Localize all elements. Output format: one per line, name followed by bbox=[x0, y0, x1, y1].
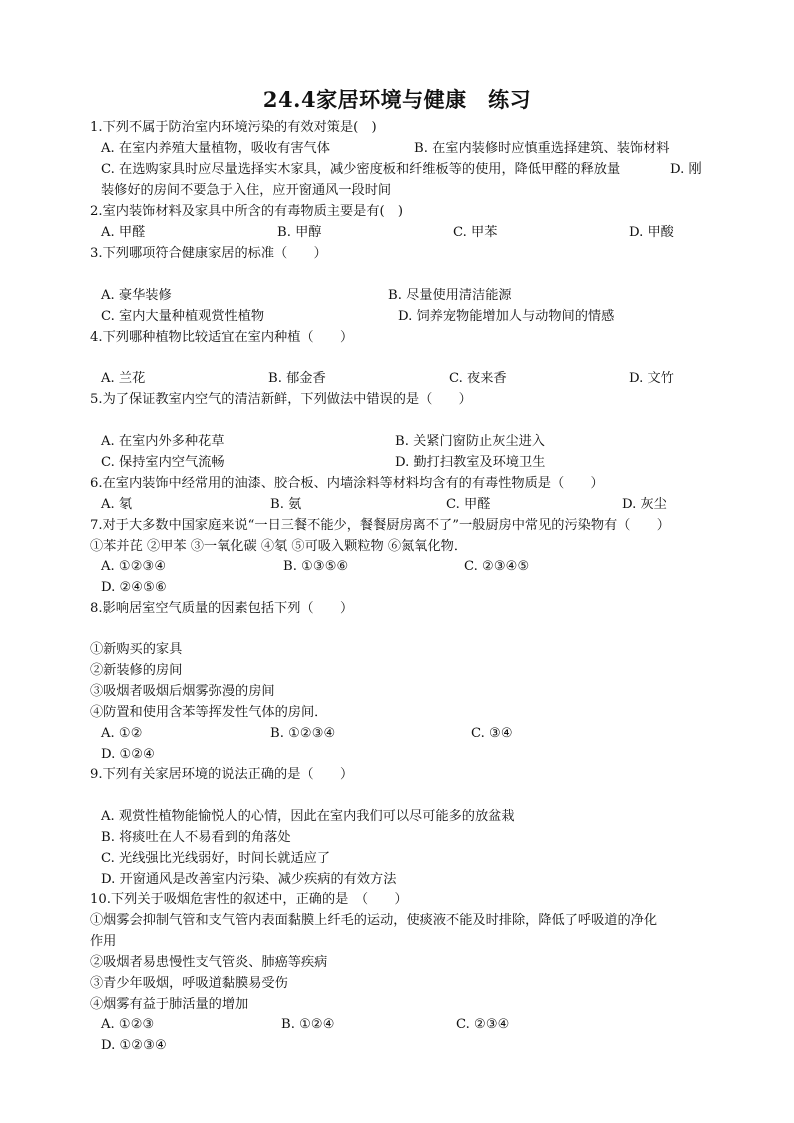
question-9-option-c: C. 光线强比光线弱好，时间长就适应了 bbox=[101, 851, 331, 866]
question-2-stem: 2.室内装饰材料及家具中所含的有毒物质主要是有( ) bbox=[90, 204, 403, 219]
question-6-option-a: A. 氡 bbox=[101, 497, 133, 512]
question-8-item-4: ④防置和使用含苯等挥发性气体的房间． bbox=[90, 705, 328, 720]
question-7-option-d: D. ②④⑤⑥ bbox=[101, 580, 167, 595]
question-10-item-1: ①烟雾会抑制气管和支气管内表面黏膜上纤毛的运动，使痰液不能及时排除，降低了呼吸道的净化 bbox=[90, 913, 658, 928]
question-2-option-a: A. 甲醛 bbox=[101, 225, 146, 240]
question-2-option-d: D. 甲酸 bbox=[629, 225, 674, 240]
question-1-stem: 1.下列不属于防治室内环境污染的有效对策是( ) bbox=[90, 120, 377, 135]
question-1-option-c: C. 在选购家具时应尽量选择实木家具，减少密度板和纤维板等的使用，降低甲醛的释放量 bbox=[101, 162, 621, 177]
question-8-item-3: ③吸烟者吸烟后烟雾弥漫的房间 bbox=[90, 684, 275, 699]
question-9-stem: 9.下列有关家居环境的说法正确的是（ ） bbox=[90, 767, 354, 782]
question-7-option-c: C. ②③④⑤ bbox=[464, 559, 530, 574]
question-5-option-c: C. 保持室内空气流畅 bbox=[101, 455, 225, 470]
question-3-option-a: A. 豪华装修 bbox=[101, 288, 172, 303]
question-5-option-a: A. 在室内外多种花草 bbox=[101, 434, 225, 449]
question-5-option-b: B. 关紧门窗防止灰尘进入 bbox=[395, 434, 545, 449]
question-8-option-c: C. ③④ bbox=[471, 726, 513, 741]
question-4-option-a: A. 兰花 bbox=[101, 371, 146, 386]
question-6-option-b: B. 氨 bbox=[270, 497, 302, 512]
question-3-option-b: B. 尽量使用清洁能源 bbox=[388, 288, 512, 303]
question-6-option-d: D. 灰尘 bbox=[622, 497, 667, 512]
question-8-option-a: A. ①② bbox=[101, 726, 143, 741]
question-9-option-d: D. 开窗通风是改善室内污染、减少疾病的有效方法 bbox=[101, 872, 397, 887]
question-10-item-3: ③青少年吸烟，呼吸道黏膜易受伤 bbox=[90, 976, 288, 991]
question-3-option-c: C. 室内大量种植观赏性植物 bbox=[101, 309, 265, 324]
question-6-stem: 6.在室内装饰中经常用的油漆、胶合板、内墙涂料等材料均含有的有毒性物质是（ ） bbox=[90, 476, 604, 491]
question-10-item-1-cont: 作用 bbox=[90, 934, 117, 949]
question-9-option-b: B. 将痰吐在人不易看到的角落处 bbox=[101, 830, 291, 845]
question-10-item-4: ④烟雾有益于肺活量的增加 bbox=[90, 997, 249, 1012]
question-7-option-a: A. ①②③④ bbox=[101, 559, 167, 574]
question-1-option-a: A. 在室内养殖大量植物，吸收有害气体 bbox=[101, 141, 330, 156]
question-8-stem: 8.影响居室空气质量的因素包括下列（ ） bbox=[90, 601, 354, 616]
question-7-stem: 7.对于大多数中国家庭来说“一日三餐不能少，餐餐厨房离不了”一般厨房中常见的污染物有（ ） bbox=[90, 518, 670, 533]
question-4-option-d: D. 文竹 bbox=[629, 371, 674, 386]
question-2-option-c: C. 甲苯 bbox=[453, 225, 498, 240]
question-10-option-a: A. ①②③ bbox=[101, 1017, 155, 1032]
question-8-item-2: ②新装修的房间 bbox=[90, 663, 183, 678]
question-4-option-c: C. 夜来香 bbox=[449, 371, 507, 386]
question-2-option-b: B. 甲醇 bbox=[277, 225, 322, 240]
question-10-option-c: C. ②③④ bbox=[456, 1017, 510, 1032]
question-10-stem: 10.下列关于吸烟危害性的叙述中，正确的是 （ ） bbox=[90, 892, 408, 907]
question-5-stem: 5.为了保证教室内空气的清洁新鲜，下列做法中错误的是（ ） bbox=[90, 392, 472, 407]
question-4-stem: 4.下列哪种植物比较适宜在室内种植（ ） bbox=[90, 330, 354, 345]
question-8-item-1: ①新购买的家具 bbox=[90, 642, 183, 657]
question-10-option-b: B. ①②④ bbox=[281, 1017, 335, 1032]
question-1-option-d: D. 刚 bbox=[670, 162, 702, 177]
question-7-option-b: B. ①③⑤⑥ bbox=[283, 559, 349, 574]
question-3-option-d: D. 饲养宠物能增加人与动物间的情感 bbox=[398, 309, 615, 324]
question-10-option-d: D. ①②③④ bbox=[101, 1038, 167, 1053]
question-10-item-2: ②吸烟者易患慢性支气管炎、肺癌等疾病 bbox=[90, 955, 328, 970]
question-6-option-c: C. 甲醛 bbox=[446, 497, 491, 512]
question-1-option-d-cont: 装修好的房间不要急于入住，应开窗通风一段时间 bbox=[101, 183, 392, 198]
question-3-stem: 3.下列哪项符合健康家居的标准（ ） bbox=[90, 246, 327, 261]
question-1-option-b: B. 在室内装修时应慎重选择建筑、装饰材料 bbox=[414, 141, 670, 156]
question-5-option-d: D. 勤打扫教室及环境卫生 bbox=[395, 455, 546, 470]
question-8-option-d: D. ①②④ bbox=[101, 747, 155, 762]
question-9-option-a: A. 观赏性植物能愉悦人的心情，因此在室内我们可以尽可能多的放盆栽 bbox=[101, 809, 515, 824]
question-8-option-b: B. ①②③④ bbox=[270, 726, 336, 741]
page-title: 24.4家居环境与健康 练习 bbox=[262, 87, 532, 112]
question-4-option-b: B. 郁金香 bbox=[268, 371, 326, 386]
question-7-items: ①苯并芘 ②甲苯 ③一氧化碳 ④氡 ⑤可吸入颗粒物 ⑥氮氧化物． bbox=[90, 539, 468, 554]
